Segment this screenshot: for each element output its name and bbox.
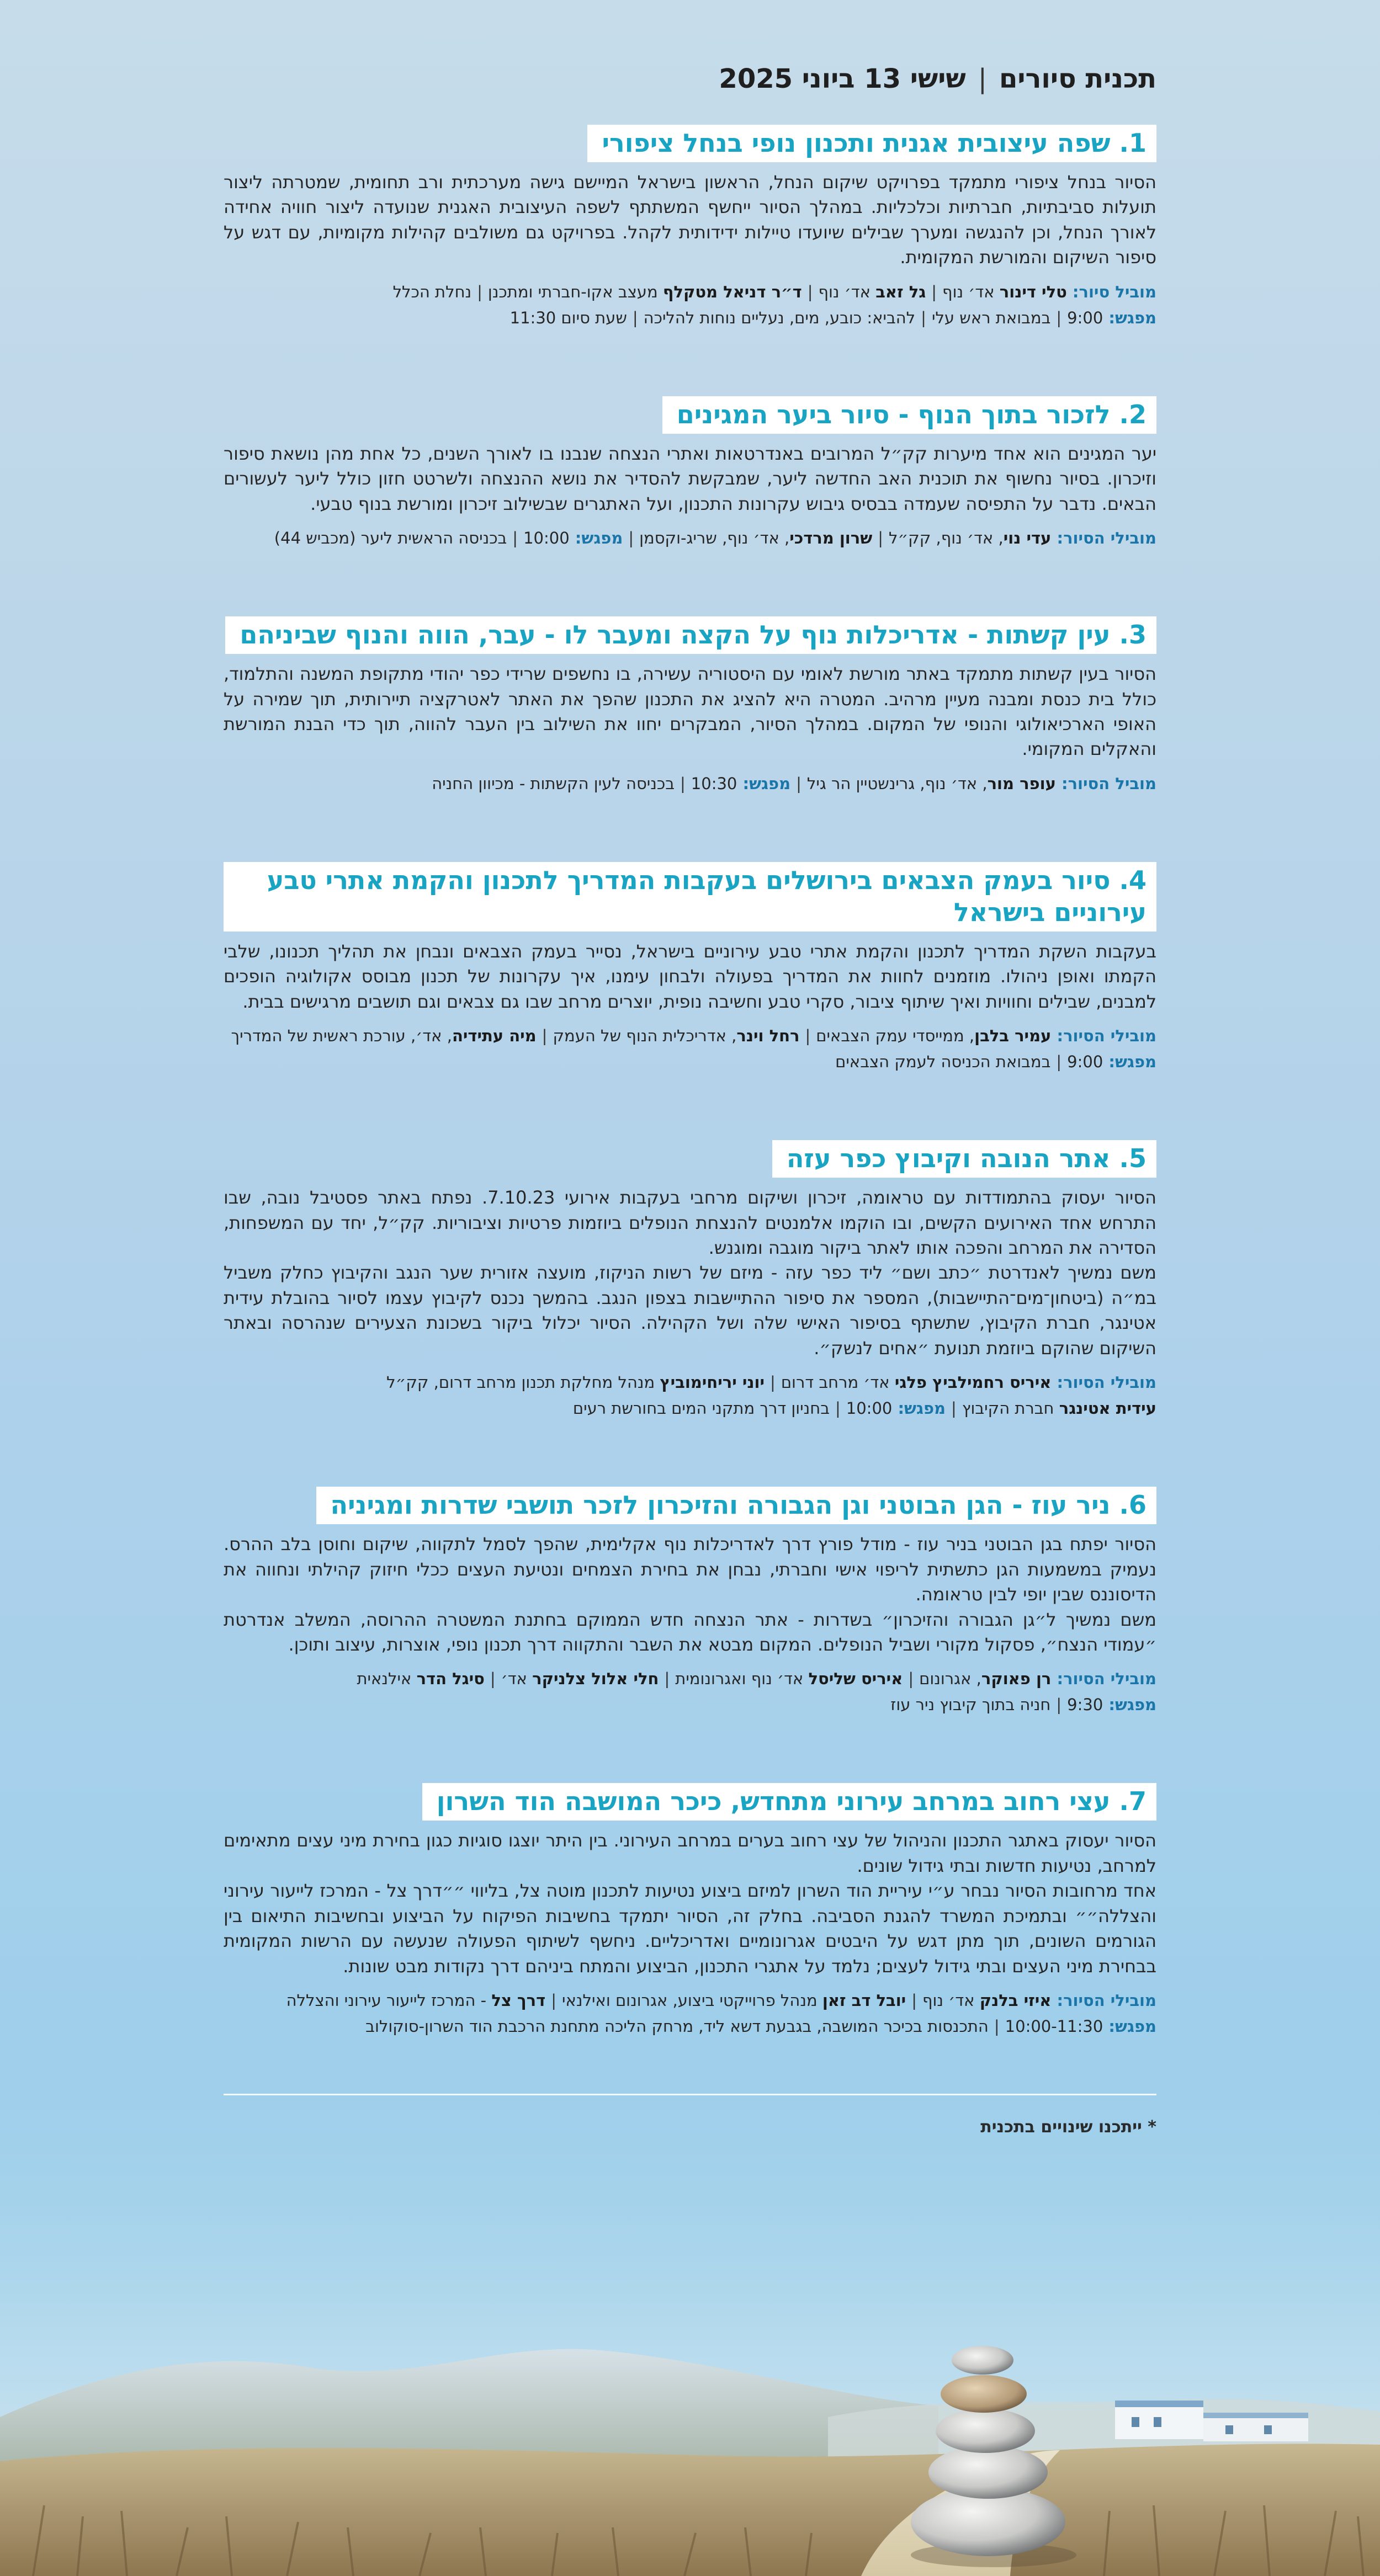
detail-text: 9:00 xyxy=(1067,308,1103,327)
tour-details-line xyxy=(224,279,1156,305)
detail-text: אילנאית xyxy=(357,1669,417,1689)
detail-text: 10:00 xyxy=(846,1399,893,1418)
detail-text: אד׳ נוף xyxy=(942,282,1000,301)
detail-text: חברת הקיבוץ xyxy=(962,1399,1059,1418)
tour-paragraph: הסיור בעין קשתות מתמקד באתר מורשת לאומי עם היסטוריה עשירה, בו נחשפים שרידי כפר יהודי מתקופת המשנה והתלמוד, כולל בית כנסת ומבנה מעיין מרהיב. המטרה היא להציג את התכנון שהפך את האתר לאטרקציה תיירותית, תוך שמירה על האופי הארכיאולוגי והנופי של המקום. במהלך הסיור, המבקרים יחוו את השילוב בין העבר להווה, תוך כדי הבנת המורשת והאקלים המקומי. xyxy=(224,663,1156,760)
tour-details-line xyxy=(224,771,1156,797)
detail-label: מפגש: xyxy=(737,774,791,793)
detail-separator: | xyxy=(921,308,926,327)
guide-name: מיה עתידיה xyxy=(452,1026,537,1046)
detail-label: מפגש: xyxy=(1103,1695,1156,1715)
page-header xyxy=(224,63,1156,94)
tour-title: 1. שפה עיצובית אגנית ותכנון נופי בנחל ציפורי xyxy=(587,125,1156,162)
detail-separator: | xyxy=(664,1669,670,1689)
tour-title: 5. אתר הנובה וקיבוץ כפר עזה xyxy=(772,1140,1156,1178)
tour-title-row xyxy=(224,616,1156,662)
detail-text: - המרכז לייעור עירוני והצללה xyxy=(286,1991,492,2010)
tour-section xyxy=(224,1487,1156,1718)
tour-paragraph: משם נמשיך לאנדרטת ״כתב ושם״ ליד כפר עזה - מיזם של רשות הניקוז, מועצה אזורית שער הנגב והקיבוץ כחלק משביל במ״ה (ביטחון־מים־התיישבות), המספר את סיפור ההתיישבות בצפון הנגב. בהמשך נכנס לקיבוץ עצמו לסיור בהובלת עידית אטינגר, חברת הקיבוץ, שתשתף בסיפור האישי שלה ושל הקהילה. הסיור יכלול ביקור בשכונת הצעירים שנהרסה ובאתר השיקום שהוקם ביוזמת תנועת ״אחים לנשק״. xyxy=(224,1262,1156,1359)
detail-text: בחניון דרך מתקני המים בחורשת רעים xyxy=(572,1399,830,1418)
detail-separator: | xyxy=(908,1669,914,1689)
detail-text: אד׳ נוף xyxy=(922,1991,980,2010)
tour-title-row xyxy=(224,1783,1156,1828)
detail-separator: | xyxy=(632,308,638,327)
detail-text: , אגרונום xyxy=(919,1669,981,1689)
detail-text: 10:00 xyxy=(523,529,570,548)
tour-details xyxy=(224,1666,1156,1718)
detail-label: מובילי הסיור: xyxy=(1051,529,1156,548)
guide-name: סיגל הדר xyxy=(416,1669,485,1689)
detail-text: אד׳ נוף xyxy=(818,282,876,301)
detail-label: מובילי הסיור: xyxy=(1051,1026,1156,1046)
tour-description xyxy=(224,1532,1156,1657)
detail-text: 10:30 xyxy=(691,774,737,793)
tour-description xyxy=(224,662,1156,762)
guide-name: עמיר בלבן xyxy=(974,1026,1052,1046)
guide-name: עופר מור xyxy=(987,774,1056,793)
tour-section xyxy=(224,616,1156,797)
event-date: שישי 13 ביוני 2025 xyxy=(719,63,966,94)
guide-name: יוני יריחימוביץ xyxy=(660,1373,765,1392)
detail-label: מפגש: xyxy=(1103,1052,1156,1072)
detail-separator: | xyxy=(796,774,802,793)
tour-section xyxy=(224,125,1156,331)
tour-details xyxy=(224,525,1156,551)
tour-details-line xyxy=(224,1023,1156,1049)
detail-text: 10:00-11:30 xyxy=(1005,2017,1103,2036)
page-title: תכנית סיורים xyxy=(999,63,1156,94)
detail-separator: | xyxy=(770,1373,776,1392)
detail-separator: | xyxy=(512,529,518,548)
tour-title-row xyxy=(224,396,1156,441)
detail-separator: | xyxy=(628,529,634,548)
tour-description xyxy=(224,441,1156,517)
detail-separator: | xyxy=(1056,308,1062,327)
detail-text: מנהל פרוייקטי ביצוע, אגרונום ואילנאי xyxy=(561,1991,822,2010)
landscape-illustration xyxy=(0,2108,1380,2576)
tour-title: 2. לזכור בתוך הנוף - סיור ביער המגינים xyxy=(662,396,1156,434)
detail-text: להביא: כובע, מים, נעליים נוחות להליכה xyxy=(643,308,916,327)
header-separator: | xyxy=(978,63,987,94)
detail-separator: | xyxy=(807,282,813,301)
tour-details xyxy=(224,1023,1156,1075)
tour-details-line xyxy=(224,525,1156,551)
tour-details-line xyxy=(224,1049,1156,1075)
detail-text: , אד׳ נוף, גרינשטיין הר גיל xyxy=(806,774,988,793)
guide-name: עדי נוי xyxy=(1003,529,1052,548)
detail-text: , אד׳ נוף, קק״ל xyxy=(888,529,1004,548)
tour-details xyxy=(224,279,1156,331)
tour-paragraph: הסיור יעסוק באתגר התכנון והניהול של עצי רחוב בערים במרחב העירוני. בין היתר יוצגו סוגיות כגון בחירת מיני עצים מתאימים למרחב, נטיעות חדשות ובתי גידול שונים. xyxy=(224,1830,1156,1876)
tour-title-row xyxy=(224,1487,1156,1532)
detail-separator: | xyxy=(805,1026,811,1046)
tour-paragraph: הסיור יפתח בגן הבוטני בניר עוז - מודל פורץ דרך לאדריכלות נוף אקלימית, שהפך לסמל לתקווה, שיקום וחוסן בלב ההרס. נעמיק במשמעות הגן כתשתית לריפוי אישי וחברתי, נבחן את בחירת הצמחים ונטיעת העצים ככלי חיזוק קהילתי ונחווה את הדיסוננס שבין יופי לבין טראומה. xyxy=(224,1534,1156,1605)
tour-title-row xyxy=(224,1140,1156,1185)
tour-title: 4. סיור בעמק הצבאים בירושלים בעקבות המדריך לתכנון והקמת אתרי טבע עירוניים בישראל xyxy=(224,862,1156,932)
tour-details xyxy=(224,771,1156,797)
guide-name: איזי בלנק xyxy=(979,1991,1052,2010)
tour-details-line xyxy=(224,1370,1156,1396)
tour-details-line xyxy=(224,1666,1156,1692)
tour-section xyxy=(224,1140,1156,1422)
tour-paragraph: בעקבות השקת המדריך לתכנון והקמת אתרי טבע עירוניים בישראל, נסייר בעמק הצבאים ונבחן את תהליך תכנונו, שלבי הקמתו ואופן ניהולו. מוזמנים לחוות את המדריך בפעולה ולבחון עימנו, איך עקרונות של תכנון מבוסס אקולוגיה הופכים למבנים, שבילים וחוויות ואיך שיתוף ציבור, סקרי טבע וחשיבה נופית, יוצרים מרחב שבו גם צבאים וגם תושבים מרגישים בבית. xyxy=(224,940,1156,1012)
tour-description xyxy=(224,939,1156,1014)
detail-label: מובילי הסיור: xyxy=(1051,1373,1156,1392)
program-content xyxy=(224,0,1156,2137)
detail-text: במבואת ראש עלי xyxy=(931,308,1051,327)
detail-label: מוביל הסיור: xyxy=(1055,774,1156,793)
detail-separator: | xyxy=(1056,1695,1062,1715)
detail-separator: | xyxy=(490,1669,496,1689)
tour-details xyxy=(224,1370,1156,1422)
tour-title: 7. עצי רחוב במרחב עירוני מתחדש, כיכר המושבה הוד השרון xyxy=(422,1783,1156,1821)
detail-separator: | xyxy=(994,2017,1000,2036)
tour-details-line xyxy=(224,1988,1156,2014)
detail-text: 9:00 xyxy=(1067,1052,1103,1072)
detail-text: אד׳ מרחב דרום xyxy=(781,1373,895,1392)
detail-separator: | xyxy=(911,1991,917,2010)
tour-section xyxy=(224,396,1156,551)
detail-text: , ממייסדי עמק הצבאים xyxy=(816,1026,975,1046)
detail-separator: | xyxy=(835,1399,841,1418)
tour-sections xyxy=(224,125,1156,2040)
guide-name: דרך צל xyxy=(491,1991,546,2010)
tour-description xyxy=(224,170,1156,270)
detail-text: אד׳ נוף ואגרונומית xyxy=(675,1669,809,1689)
guide-name: עידית אטינגר xyxy=(1059,1399,1156,1418)
tour-section xyxy=(224,862,1156,1075)
detail-text: בכניסה לעין הקשתות - מכיוון החניה xyxy=(432,774,675,793)
detail-label: מובילי הסיור: xyxy=(1051,1669,1156,1689)
detail-text: בכניסה הראשית ליער (מכביש 44) xyxy=(274,529,507,548)
tour-paragraph: יער המגינים הוא אחד מיערות קק״ל המרובים באנדרטאות ואתרי הנצחה שנבנו בו לאורך השנים, כל אחת מהן נושאת סיפור וזיכרון. בסיור נחשוף את תוכנית האב החדשה ליער, שמבקשת להסדיר את נושא ההנצחה ולשרטט חזון כולל ליער לעשורים הבאים. נדבר על התפיסה שעמדה בבסיס גיבוש עקרונות התכנון, ועל האתגרים שבשילוב זיכרון ומורשת בנוף טבעי. xyxy=(224,443,1156,514)
detail-label: מפגש: xyxy=(892,1399,946,1418)
tour-paragraph: אחד מרחובות הסיור נבחר ע״י עיריית הוד השרון למיזם ביצוע נטיעות לתכנון מוטה צל, בליווי ״״דרך צל - המרכז לייעור עירוני והצללה״״ ובתמיכת המשרד להגנת הסביבה. בחלק זה, הסיור יתמקד בחשיבות הפיקוח על הביצוע ובחשיבות התיאום בין הגורמים השונים, תוך מתן דגש על היבטים אגרונומיים ואדריכליים. ניחשף לשיתוף הפעולה שנעשה עם הרשות המקומית בבחירת מיני העצים ובתי גידול לעצים; נלמד על אתגרי התכנון, הביצוע והמתח ביניהם דרך נקודות מבט שונות. xyxy=(224,1880,1156,1977)
guide-name: גל זאב xyxy=(875,282,926,301)
detail-separator: | xyxy=(1056,1052,1062,1072)
guide-name: איריס שליסל xyxy=(808,1669,903,1689)
detail-label: מוביל סיור: xyxy=(1066,282,1156,301)
guide-name: רן פאוקר xyxy=(981,1669,1052,1689)
tour-paragraph: הסיור יעסוק בהתמודדות עם טראומה, זיכרון ושיקום מרחבי בעקבות אירועי 7.10.23. נפתח באתר פסטיבל נובה, שבו התרחש אחד האירועים הקשים, ובו הוקמו אלמנטים להנצחת הנופלים ביוזמות פרטיות וציבוריות. קק״ל, יחד עם המשפחות, הסדירה את המרחב והפכה אותו לאתר ביקור מוגבה ומוגנש. xyxy=(224,1187,1157,1258)
detail-text: במבואת הכניסה לעמק הצבאים xyxy=(835,1052,1051,1072)
detail-label: מפגש: xyxy=(1103,2017,1156,2036)
detail-text: , אד׳, עורכת ראשית של המדריך xyxy=(231,1026,452,1046)
detail-text: מנהל מחלקת תכנון מרחב דרום, קק״ל xyxy=(386,1373,660,1392)
guide-name: יובל דב זאן xyxy=(822,1991,906,2010)
tour-details-line xyxy=(224,1692,1156,1718)
detail-text: שעת סיום 11:30 xyxy=(509,308,627,327)
tour-details xyxy=(224,1988,1156,2040)
detail-separator: | xyxy=(878,529,883,548)
detail-separator: | xyxy=(551,1991,556,2010)
detail-separator: | xyxy=(542,1026,548,1046)
detail-text: חניה בתוך קיבוץ ניר עוז xyxy=(890,1695,1051,1715)
tour-description xyxy=(224,1828,1156,1979)
tour-section xyxy=(224,1783,1156,2040)
tour-paragraph: הסיור בנחל ציפורי מתמקד בפרויקט שיקום הנחל, הראשון בישראל המיישם גישה מערכתית ורב תחומית, שמטרתה ליצור תועלות סביבתיות, חברתיות וכלכליות. במהלך הסיור ייחשף המשתתף לשפה העיצובית האגנית שנועדה ליצור חוויה אחידה לאורך הנחל, וכן להנגשה ומערך שבילים שיועדו טיילות ידידותית לקהל. בפרויקט גם משולבים קהילות מקומיות, עם דגש על סיפור השיקום והמורשת המקומית. xyxy=(224,172,1156,268)
tour-details-line xyxy=(224,2014,1156,2040)
detail-separator: | xyxy=(931,282,937,301)
detail-text: נחלת הכלל xyxy=(392,282,472,301)
tour-details-line xyxy=(224,1396,1156,1422)
tour-description xyxy=(224,1185,1156,1361)
tour-title: 3. עין קשתות - אדריכלות נוף על הקצה ומעבר לו - עבר, הווה והנוף שביניהם xyxy=(225,616,1156,654)
detail-text: אד׳ xyxy=(501,1669,533,1689)
guide-name: איריס רחמילביץ פלגי xyxy=(894,1373,1052,1392)
detail-text: התכנסות בכיכר המושבה, בגבעת דשא ליד, מרחק הליכה מתחנת הרכבת הוד השרון-סוקולוב xyxy=(365,2017,989,2036)
detail-label: מובילי הסיור: xyxy=(1051,1991,1156,2010)
detail-text: , אד׳ נוף, שריג-וקסמן xyxy=(639,529,790,548)
guide-name: ד״ר דניאל מטקלף xyxy=(662,282,802,301)
detail-label: מפגש: xyxy=(1103,308,1156,327)
tour-title-row xyxy=(224,862,1156,939)
guide-name: שרון מרדכי xyxy=(789,529,873,548)
footer-divider xyxy=(224,2094,1156,2095)
detail-label: מפגש: xyxy=(569,529,623,548)
detail-separator: | xyxy=(680,774,686,793)
tour-title-row xyxy=(224,125,1156,170)
detail-text: 9:30 xyxy=(1067,1695,1103,1715)
detail-separator: | xyxy=(951,1399,957,1418)
guide-name: חלי אלול צלניקר xyxy=(532,1669,659,1689)
tour-title: 6. ניר עוז - הגן הבוטני וגן הגבורה והזיכרון לזכר תושבי שדרות ומגיניה xyxy=(316,1487,1157,1524)
tour-details-line xyxy=(224,305,1156,331)
detail-separator: | xyxy=(477,282,482,301)
tour-paragraph: משם נמשיך ל״גן הגבורה והזיכרון״ בשדרות - אתר הנצחה חדש הממוקם בחתנת המשטרה ההרוסה, המשלב אנדרטת ״עמודי הנצח״, פסקול מקורי ושביל הנופלים. המקום מבטא את השבר והתקווה דרך תכנון נופי, אוצרות, עיצוב ותוכן. xyxy=(224,1609,1156,1655)
detail-text: מעצב אקו-חברתי ומתכנן xyxy=(487,282,663,301)
guide-name: טלי דינור xyxy=(999,282,1067,301)
guide-name: רחל וינר xyxy=(736,1026,800,1046)
detail-text: , אדריכלית הנוף של העמק xyxy=(553,1026,737,1046)
